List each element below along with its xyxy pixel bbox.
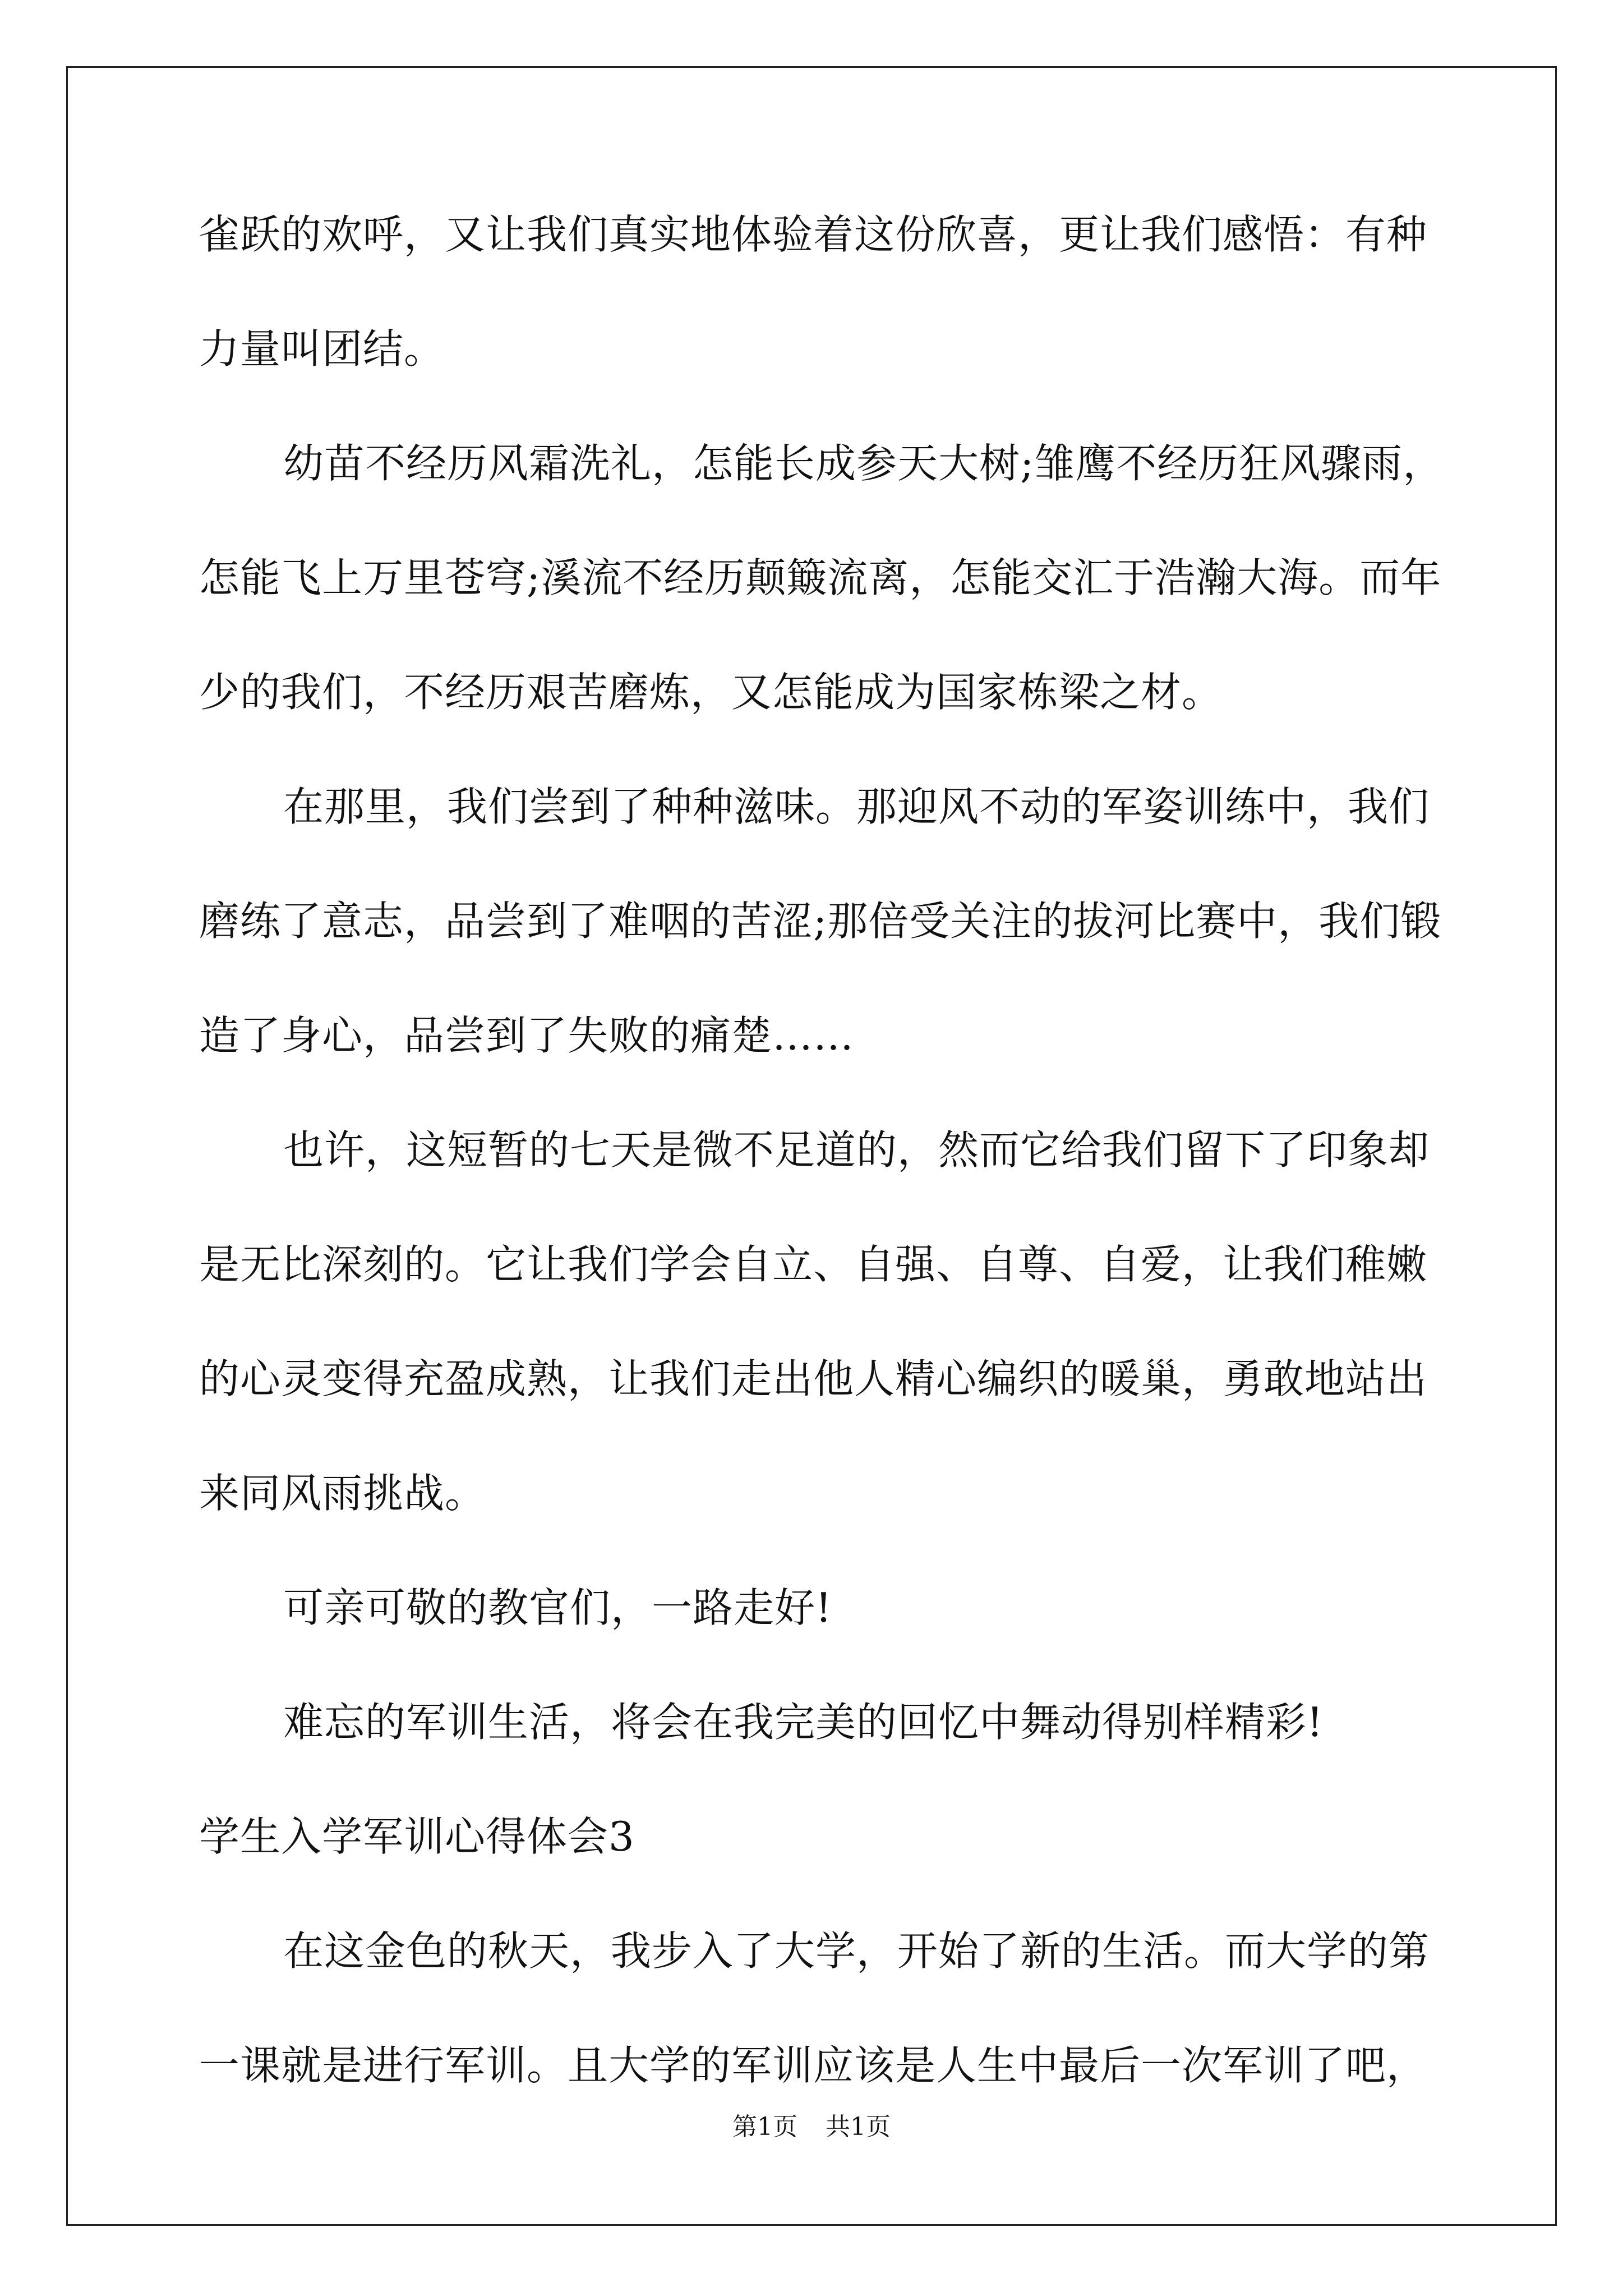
paragraph-start-line: 幼苗不经历风霜洗礼，怎能长成参天大树;雏鹰不经历狂风骤雨， [283,440,1444,487]
text-line: 磨练了意志，品尝到了难咽的苦涩;那倍受关注的拔河比赛中，我们锻 [199,898,1442,945]
text-line: 一课就是进行军训。且大学的军训应该是人生中最后一次军训了吧， [199,2042,1428,2089]
paragraph-start-line: 也许，这短暂的七天是微不足道的，然而它给我们留下了印象却 [283,1126,1430,1174]
text-line: 力量叫团结。 [199,325,445,372]
text-line: 的心灵变得充盈成熟，让我们走出他人精心编织的暖巢，勇敢地站出 [199,1355,1428,1402]
page-number: 第1页 [732,2113,797,2141]
text-line: 少的我们，不经历艰苦磨炼，又怎能成为国家栋梁之材。 [199,669,1223,716]
text-line: 来同风雨挑战。 [199,1470,486,1517]
paragraph-start-line: 在那里，我们尝到了种种滋味。那迎风不动的军姿训练中，我们 [283,783,1430,830]
page-total: 共1页 [826,2113,891,2141]
paragraph-start-line: 在这金色的秋天，我步入了大学，开始了新的生活。而大学的第 [283,1927,1430,1975]
text-line: 造了身心，品尝到了失败的痛楚…… [199,1012,855,1059]
paragraph-start-line: 可亲可敬的教官们，一路走好! [283,1584,832,1631]
text-line: 怎能飞上万里苍穹;溪流不经历颠簸流离，怎能交汇于浩瀚大海。而年 [199,554,1442,601]
paragraph-start-line: 难忘的军训生活，将会在我完美的回忆中舞动得别样精彩! [283,1699,1324,1746]
page-footer [0,2110,1623,2144]
section-heading: 学生入学军训心得体会3 [199,1813,635,1860]
text-line: 雀跃的欢呼，又让我们真实地体验着这份欣喜，更让我们感悟：有种 [199,211,1428,258]
text-line: 是无比深刻的。它让我们学会自立、自强、自尊、自爱，让我们稚嫩 [199,1241,1428,1288]
